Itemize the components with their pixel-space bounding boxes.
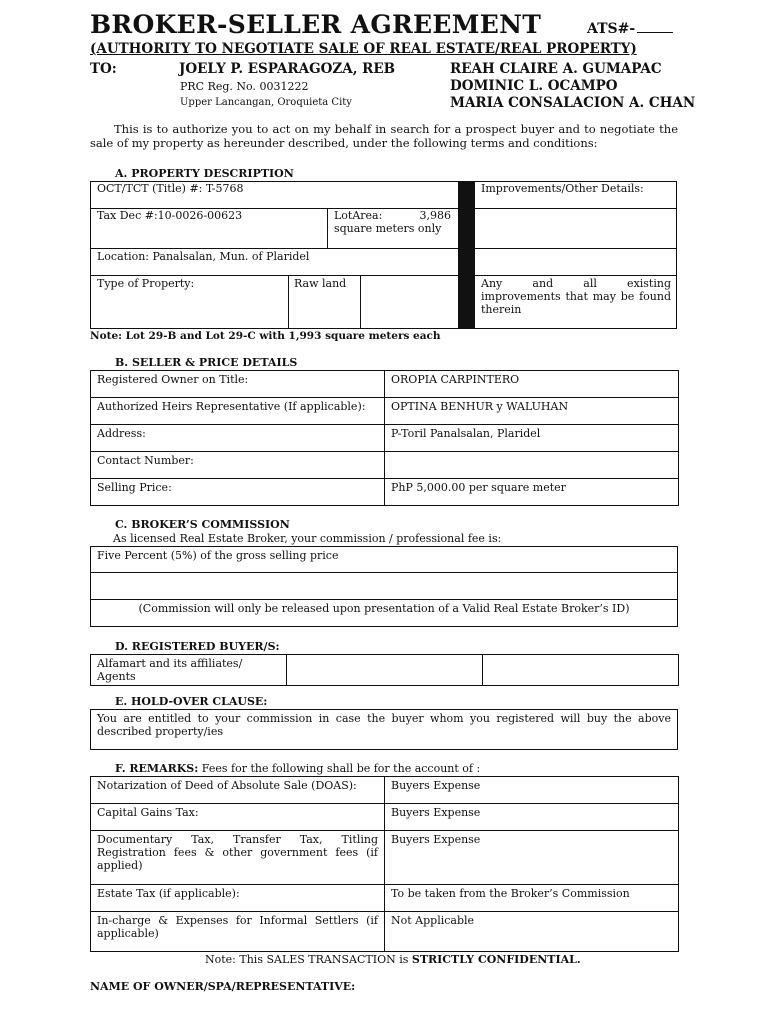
commission-blank (91, 573, 678, 600)
separator-bar (458, 182, 475, 329)
property-location: Location: Panalsalan, Mun. of Plaridel (97, 250, 310, 263)
row-value (385, 452, 679, 479)
divider (475, 248, 677, 249)
title-number: OCT/TCT (Title) #: T-5768 (97, 182, 244, 195)
row-label: Authorized Heirs Representative (If applicable): (91, 398, 385, 425)
ats-number (587, 20, 673, 37)
table-row (91, 655, 679, 686)
fee-account: Not Applicable (385, 912, 679, 952)
divider (327, 208, 328, 248)
commission-intro: As licensed Real Estate Broker, your commission / professional fee is: (113, 532, 502, 545)
row-label: Selling Price: (91, 479, 385, 506)
row-value: OPTINA BENHUR y WALUHAN (385, 398, 679, 425)
buyers-table (90, 654, 679, 686)
ats-label: ATS#- (587, 21, 636, 37)
lot-area-unit: square meters only (334, 222, 442, 235)
divider (475, 208, 677, 209)
recipient-name: MARIA CONSALACION A. CHAN (450, 95, 696, 111)
section-b-heading: B. SELLER & PRICE DETAILS (115, 356, 298, 369)
table-row (91, 912, 679, 952)
section-c-heading: C. BROKER’S COMMISSION (115, 518, 290, 531)
confidentiality-note (205, 953, 581, 966)
note-prefix: Note: This SALES TRANSACTION is (205, 953, 412, 966)
lot-area (334, 209, 451, 235)
divider (360, 275, 361, 329)
divider (475, 275, 677, 276)
table-row (91, 804, 679, 831)
commission-rate: Five Percent (5%) of the gross selling price (91, 547, 678, 573)
section-e-heading: E. HOLD-OVER CLAUSE: (115, 695, 268, 708)
section-d-heading: D. REGISTERED BUYER/S: (115, 640, 280, 653)
document-title: BROKER-SELLER AGREEMENT (90, 10, 542, 39)
lot-area-label: LotArea: (334, 209, 383, 222)
table-row (91, 452, 679, 479)
property-type-value: Raw land (294, 277, 347, 290)
section-a-heading: A. PROPERTY DESCRIPTION (115, 167, 294, 180)
table-row (91, 425, 679, 452)
broker-address: Upper Lancangan, Oroquieta City (180, 97, 352, 108)
fee-label: In-charge & Expenses for Informal Settlers (if applicable) (91, 912, 385, 952)
lot-note: Note: Lot 29-B and Lot 29-C with 1,993 square meters each (90, 330, 441, 342)
recipient-name: REAH CLAIRE A. GUMAPAC (450, 61, 662, 77)
row-value: PhP 5,000.00 per square meter (385, 479, 679, 506)
document-subtitle: (AUTHORITY TO NEGOTIATE SALE OF REAL ESTATE/REAL PROPERTY) (90, 41, 637, 57)
buyer-cell (287, 655, 483, 686)
divider (91, 248, 458, 249)
ats-blank-line (637, 20, 673, 33)
holdover-text: You are entitled to your commission in case the buyer whom you registered will buy the above described property/ies (91, 710, 678, 750)
property-type-label: Type of Property: (97, 277, 195, 290)
prc-registration: PRC Reg. No. 0031222 (180, 80, 309, 93)
broker-name: JOELY P. ESPARAGOZA, REB (179, 61, 396, 77)
buyer-cell (483, 655, 679, 686)
improvements-value: Any and all existing improvements that may be found therein (481, 277, 671, 316)
row-label: Address: (91, 425, 385, 452)
tax-declaration: Tax Dec #:10-0026-00623 (97, 209, 243, 222)
fee-account: Buyers Expense (385, 804, 679, 831)
buyer-cell: Alfamart and its affiliates/ Agents (91, 655, 287, 686)
row-label: Contact Number: (91, 452, 385, 479)
fee-label: Notarization of Deed of Absolute Sale (DOAS): (91, 777, 385, 804)
table-row (91, 573, 678, 600)
note-emphasis: STRICTLY CONFIDENTIAL. (411, 953, 581, 966)
fee-account: Buyers Expense (385, 777, 679, 804)
table-row (91, 600, 678, 627)
row-value: OROPIA CARPINTERO (385, 371, 679, 398)
table-row (91, 831, 679, 885)
fee-label: Documentary Tax, Transfer Tax, Titling Registration fees & other government fees (if applied) (91, 831, 385, 885)
seller-details-table (90, 370, 679, 506)
lot-area-value: 3,986 (419, 209, 451, 222)
intro-paragraph: This is to authorize you to act on my behalf in search for a prospect buyer and to negotiate the sale of my property as hereunder described, under the following terms and conditions: (90, 122, 678, 150)
remarks-label: F. REMARKS: (115, 762, 199, 775)
fee-account: To be taken from the Broker’s Commission (385, 885, 679, 912)
commission-condition: (Commission will only be released upon presentation of a Valid Real Estate Broker’s ID) (91, 600, 678, 627)
table-row (91, 885, 679, 912)
table-row (91, 398, 679, 425)
divider (91, 275, 458, 276)
row-value: P-Toril Panalsalan, Plaridel (385, 425, 679, 452)
section-f-heading (115, 762, 480, 775)
fee-account: Buyers Expense (385, 831, 679, 885)
improvements-label: Improvements/Other Details: (481, 182, 644, 195)
to-label: TO: (90, 61, 117, 77)
fee-label: Capital Gains Tax: (91, 804, 385, 831)
holdover-table (90, 709, 678, 750)
recipient-name: DOMINIC L. OCAMPO (450, 78, 618, 94)
owner-name-label: NAME OF OWNER/SPA/REPRESENTATIVE: (90, 980, 356, 993)
fee-label: Estate Tax (if applicable): (91, 885, 385, 912)
row-label: Registered Owner on Title: (91, 371, 385, 398)
commission-table (90, 546, 678, 627)
table-row (91, 479, 679, 506)
divider (288, 275, 289, 329)
table-row (91, 710, 678, 750)
remarks-text: Fees for the following shall be for the account of : (198, 762, 481, 775)
property-description-box (90, 181, 677, 329)
table-row (91, 371, 679, 398)
table-row (91, 547, 678, 573)
table-row (91, 777, 679, 804)
remarks-table (90, 776, 679, 952)
